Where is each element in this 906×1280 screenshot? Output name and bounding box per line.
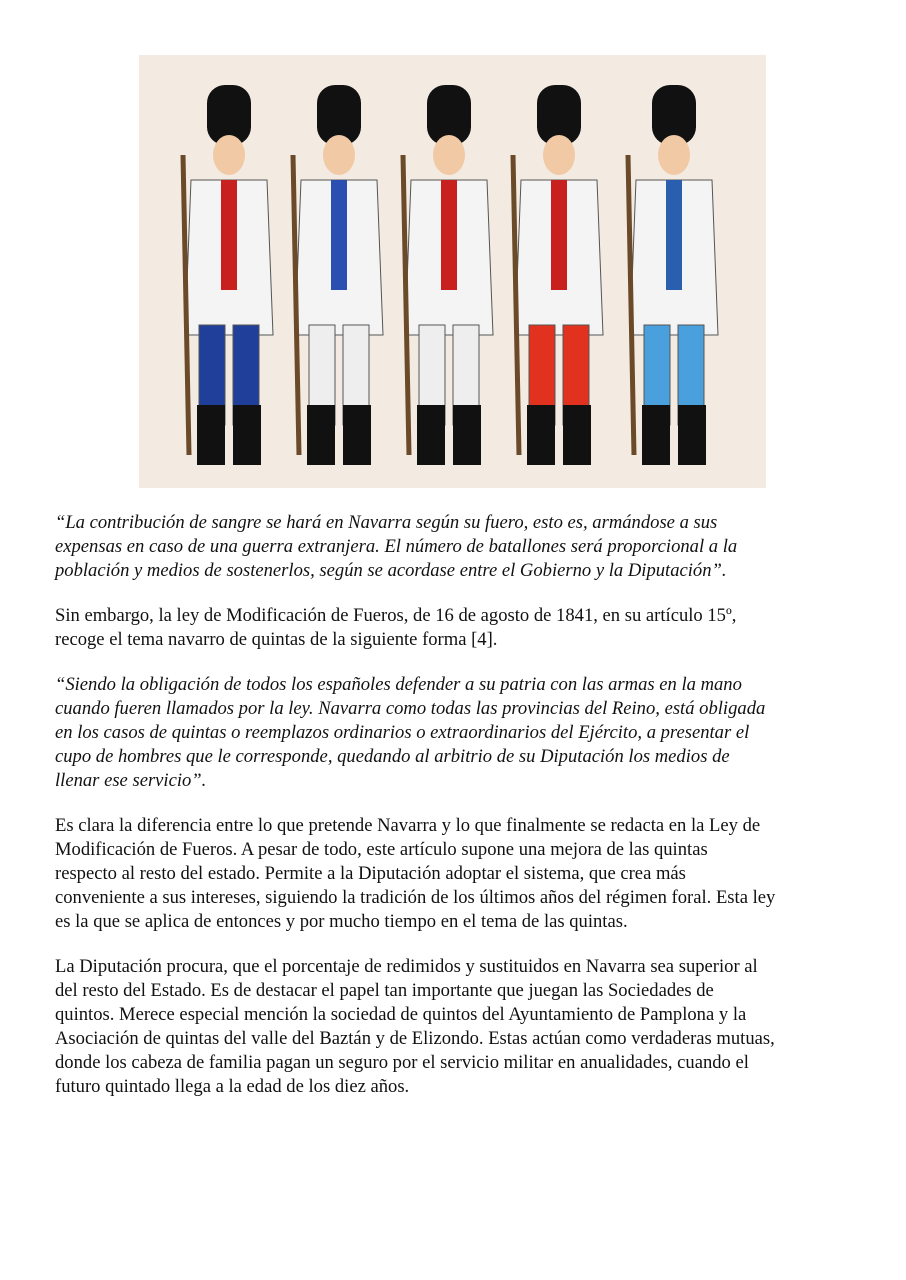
musket: [183, 155, 189, 455]
text-line: futuro quintado llega a la edad de los diez años.: [55, 1076, 410, 1097]
soldiers-illustration: [139, 55, 766, 488]
text-line: “Siendo la obligación de todos los españoles defender a su patria con las armas en la mano: [55, 674, 742, 695]
boot: [307, 405, 335, 465]
text-line: del resto del Estado. Es de destacar el papel tan importante que juegan las Sociedades de: [55, 980, 714, 1001]
text-line: La Diputación procura, que el porcentaje de redimidos y sustituidos en Navarra sea superior al: [55, 956, 758, 977]
face: [433, 135, 465, 175]
paragraph-4: [55, 814, 875, 934]
text-line: cuando fueren llamados por la ley. Navarra como todas las provincias del Reino, está obligada: [55, 698, 766, 719]
face: [323, 135, 355, 175]
musket: [513, 155, 519, 455]
musket: [293, 155, 299, 455]
text-line: “La contribución de sangre se hará en Navarra según su fuero, esto es, armándose a sus: [55, 512, 718, 533]
text-line: Es clara la diferencia entre lo que pretende Navarra y lo que finalmente se redacta en la Ley de: [55, 815, 761, 836]
text-line: en los casos de quintas o reemplazos ordinarios o extraordinarios del Ejército, a presentar el: [55, 722, 750, 743]
document-body: [55, 511, 875, 1120]
coat-facing: [441, 180, 457, 290]
coat-facing: [551, 180, 567, 290]
boot: [527, 405, 555, 465]
text-line: expensas en caso de una guerra extranjera. El número de batallones será proporcional a la: [55, 536, 738, 557]
text-line: quintos. Merece especial mención la sociedad de quintos del Ayuntamiento de Pamplona y la: [55, 1004, 747, 1025]
boot: [233, 405, 261, 465]
text-line: cupo de hombres que le corresponde, quedando al arbitrio de su Diputación los medios de: [55, 746, 730, 767]
text-line: respecto al resto del estado. Permite a la Diputación adoptar el sistema, que crea más: [55, 863, 686, 884]
text-line: conveniente a sus intereses, siguiendo la tradición de los últimos años del régimen foral. Esta ley: [55, 887, 776, 908]
face: [543, 135, 575, 175]
boot: [417, 405, 445, 465]
boot: [563, 405, 591, 465]
coat-facing: [221, 180, 237, 290]
soldiers-figure: [139, 55, 766, 488]
coat-facing: [666, 180, 682, 290]
text-line: Modificación de Fueros. A pesar de todo, este artículo supone una mejora de las quintas: [55, 839, 708, 860]
face: [213, 135, 245, 175]
text-line: población y medios de sostenerlos, según se acordase entre el Gobierno y la Diputación”.: [55, 560, 727, 581]
musket: [403, 155, 409, 455]
text-line: llenar ese servicio”.: [55, 770, 207, 791]
paragraph-5: [55, 955, 875, 1099]
text-line: es la que se aplica de entonces y por mucho tiempo en el tema de las quintas.: [55, 911, 628, 932]
quote-paragraph-3: [55, 673, 875, 793]
quote-paragraph-1: [55, 511, 875, 583]
text-line: Sin embargo, la ley de Modificación de Fueros, de 16 de agosto de 1841, en su artículo 15º,: [55, 605, 737, 626]
text-line: Asociación de quintas del valle del Baztán y de Elizondo. Estas actúan como verdaderas mutuas,: [55, 1028, 775, 1049]
text-line: recoge el tema navarro de quintas de la siguiente forma [4].: [55, 629, 498, 650]
musket: [628, 155, 634, 455]
boot: [453, 405, 481, 465]
coat-facing: [331, 180, 347, 290]
boot: [642, 405, 670, 465]
face: [658, 135, 690, 175]
paragraph-2: [55, 604, 875, 652]
boot: [197, 405, 225, 465]
boot: [678, 405, 706, 465]
text-line: donde los cabeza de familia pagan un seguro por el servicio militar en anualidades, cuando el: [55, 1052, 749, 1073]
boot: [343, 405, 371, 465]
